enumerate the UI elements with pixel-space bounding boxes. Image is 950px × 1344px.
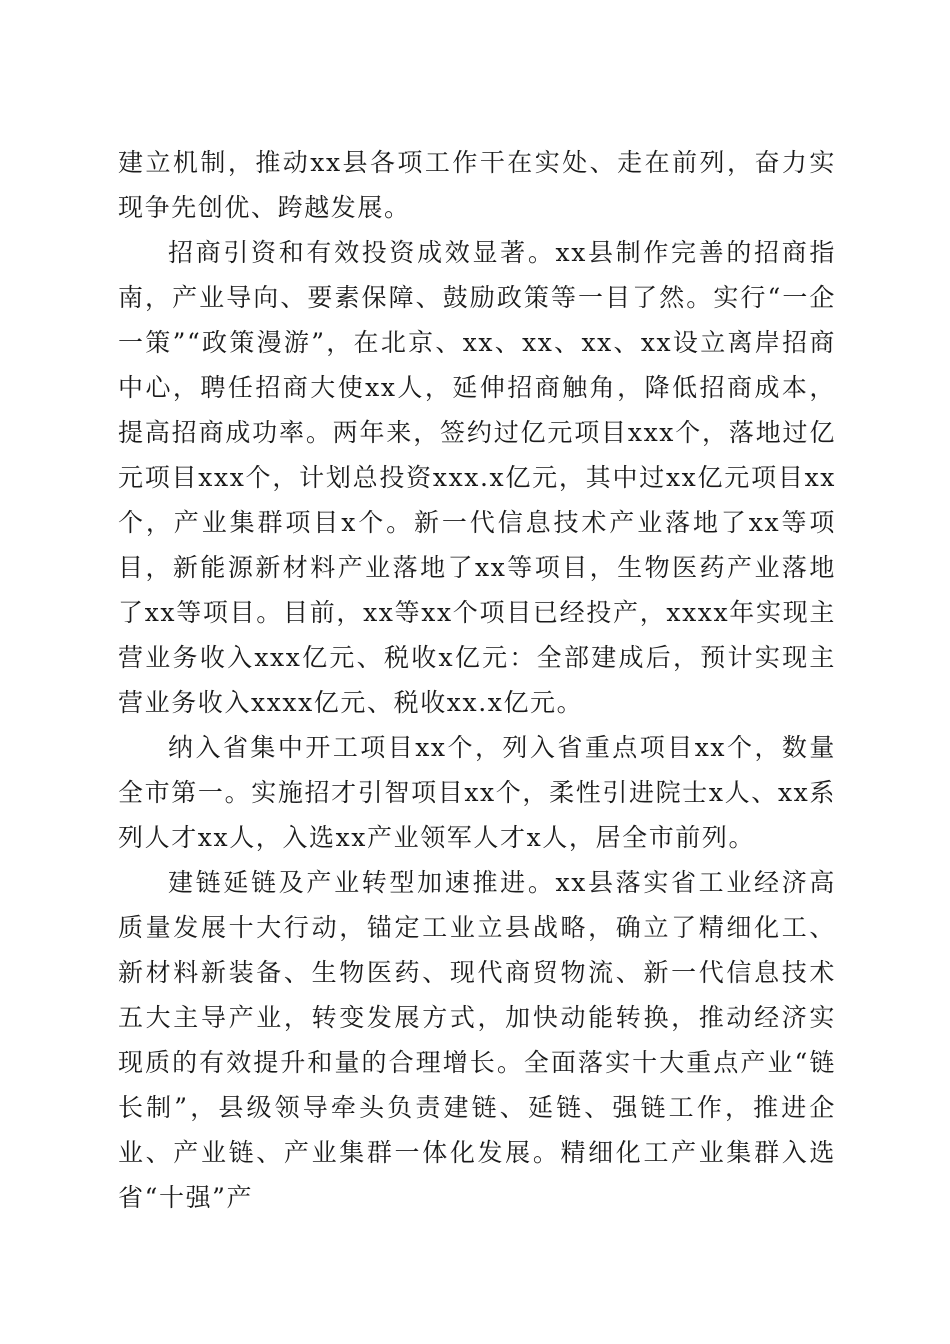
paragraph-1: 建立机制，推动xx县各项工作干在实处、走在前列，奋力实现争先创优、跨越发展。 [118,148,836,222]
body-text [118,140,836,1220]
paragraph-3: 纳入省集中开工项目xx个，列入省重点项目xx个，数量全市第一。实施招才引智项目xx个，柔性引进院士x人、xx系列人才xx人，入选xx产业领军人才x人，居全市前列。 [118,733,836,852]
paragraph-2: 招商引资和有效投资成效显著。xx县制作完善的招商指南，产业导向、要素保障、鼓励政策等一目了然。实行“一企一策”“政策漫游”，在北京、xx、xx、xx、xx设立离岸招商中心，聘任招商大使xx人，延伸招商触角，降低招商成本，提高招商成功率。两年来，签约过亿元项目xxx个，落地过亿元项目xxx个，计划总投资xxx.x亿元，其中过xx亿元项目xx个，产业集群项目x个。新一代信息技术产业落地了xx等项目，新能源新材料产业落地了xx等项目，生物医药产业落地了xx等项目。目前，xx等xx个项目已经投产，xxxx年实现主营业务收入xxx亿元、税收x亿元：全部建成后，预计实现主营业务收入xxxx亿元、税收xx.x亿元。 [118,238,836,717]
paragraph-4: 建链延链及产业转型加速推进。xx县落实省工业经济高质量发展十大行动，锚定工业立县战略，确立了精细化工、新材料新装备、生物医药、现代商贸物流、新一代信息技术五大主导产业，转变发展方式，加快动能转换，推动经济实现质的有效提升和量的合理增长。全面落实十大重点产业“链长制”，县级领导牵头负责建链、延链、强链工作，推进企业、产业链、产业集群一体化发展。精细化工产业集群入选省“十强”产 [118,868,836,1212]
